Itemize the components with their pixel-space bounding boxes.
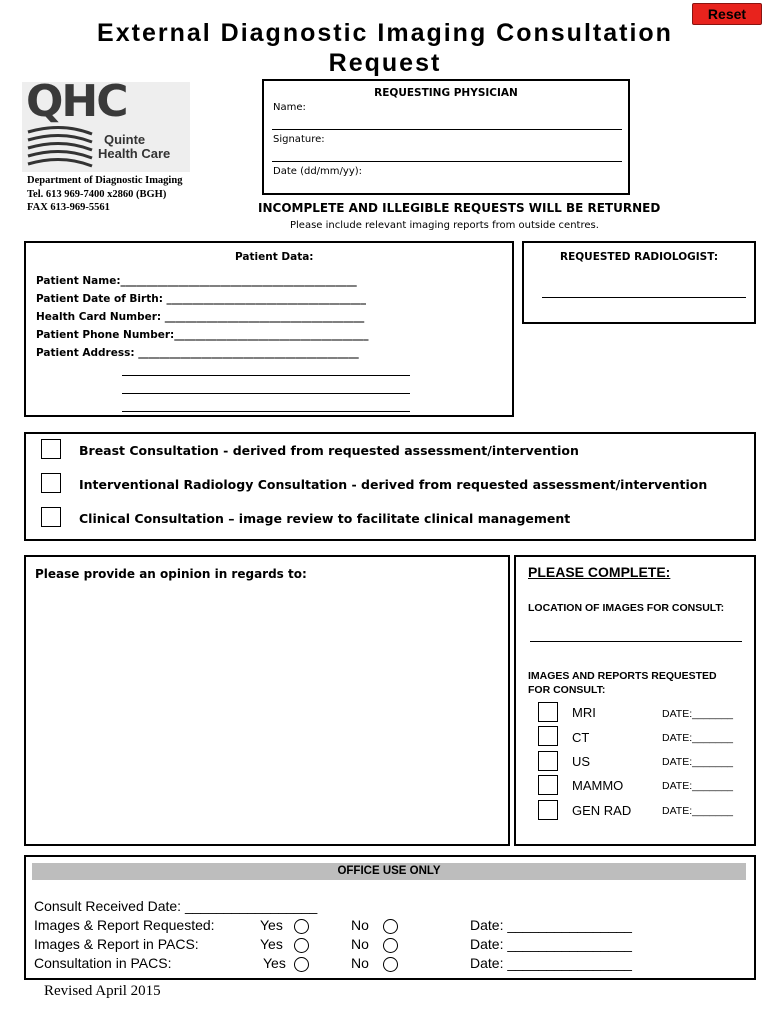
requesting-physician-heading: REQUESTING PHYSICIAN	[374, 87, 518, 99]
office-use-box	[24, 855, 756, 980]
patient-address-line-2[interactable]	[122, 375, 410, 376]
logo-text: QHC	[26, 82, 127, 127]
images-in-pacs-label: Images & Report in PACS:	[34, 936, 199, 952]
patient-address-line-4[interactable]	[122, 411, 410, 412]
gen-rad-date[interactable]: DATE:_______	[662, 805, 734, 817]
department-fax: FAX 613-969-5561	[27, 202, 110, 213]
patient-data-box	[24, 241, 514, 417]
reset-button-label: Reset	[707, 6, 747, 22]
images-in-pacs-no-label: No	[351, 936, 369, 952]
consult-in-pacs-label: Consultation in PACS:	[34, 955, 172, 971]
mammo-label: MAMMO	[572, 778, 624, 793]
logo-sub1: Quinte	[104, 132, 146, 147]
patient-phone-field[interactable]: Patient Phone Number:_____________________________________	[36, 329, 369, 341]
location-of-images-field[interactable]	[530, 641, 742, 642]
images-requested-yes-label: Yes	[260, 917, 283, 933]
breast-consult-label: Breast Consultation - derived from requested assessment/intervention	[79, 443, 579, 458]
images-requested-no-label: No	[351, 917, 369, 933]
ct-checkbox[interactable]	[538, 726, 558, 746]
ct-label: CT	[572, 730, 590, 745]
consult-received-date[interactable]: Consult Received Date: _________________	[34, 898, 318, 914]
images-requested-no-radio[interactable]	[383, 919, 398, 934]
patient-data-heading: Patient Data:	[235, 251, 314, 263]
images-requested-label-1: IMAGES AND REPORTS REQUESTED	[528, 670, 717, 682]
us-label: US	[572, 754, 591, 769]
images-requested-yes-radio[interactable]	[294, 919, 309, 934]
physician-name-field[interactable]	[272, 129, 622, 130]
physician-signature-label: Signature:	[273, 134, 325, 145]
consult-type-box	[24, 432, 756, 541]
gen-rad-checkbox[interactable]	[538, 800, 558, 820]
us-date[interactable]: DATE:_______	[662, 756, 734, 768]
qhc-logo	[22, 82, 190, 172]
requested-radiologist-heading: REQUESTED RADIOLOGIST:	[559, 251, 719, 263]
office-use-heading: OFFICE USE ONLY	[337, 865, 441, 877]
mri-label: MRI	[572, 705, 596, 720]
patient-dob-field[interactable]: Patient Date of Birth: ______________________________________	[36, 293, 367, 305]
physician-signature-field[interactable]	[272, 161, 622, 162]
patient-health-card-field[interactable]: Health Card Number: ______________________________________	[36, 311, 365, 323]
note-text: Please include relevant imaging reports from outside centres.	[290, 220, 599, 231]
requesting-physician-box	[262, 79, 630, 195]
ct-date[interactable]: DATE:_______	[662, 732, 734, 744]
gen-rad-label: GEN RAD	[572, 803, 632, 818]
logo-sub2: Health Care	[98, 146, 171, 161]
mri-checkbox[interactable]	[538, 702, 558, 722]
reset-button[interactable]	[692, 3, 762, 25]
images-in-pacs-yes-radio[interactable]	[294, 938, 309, 953]
patient-name-field[interactable]: Patient Name:_____________________________________________	[36, 275, 357, 287]
interventional-consult-checkbox[interactable]	[41, 473, 61, 493]
images-in-pacs-yes-label: Yes	[260, 936, 283, 952]
breast-consult-checkbox[interactable]	[41, 439, 61, 459]
location-of-images-label: LOCATION OF IMAGES FOR CONSULT:	[528, 602, 725, 614]
clinical-consult-checkbox[interactable]	[41, 507, 61, 527]
consult-in-pacs-yes-label: Yes	[263, 955, 286, 971]
physician-name-label: Name:	[273, 102, 306, 113]
consult-in-pacs-date[interactable]: Date: ________________	[470, 955, 632, 971]
consult-in-pacs-no-radio[interactable]	[383, 957, 398, 972]
consult-in-pacs-yes-radio[interactable]	[294, 957, 309, 972]
clinical-consult-label: Clinical Consultation – image review to facilitate clinical management	[79, 511, 571, 526]
opinion-label: Please provide an opinion in regards to:	[35, 567, 307, 581]
page-title	[70, 18, 700, 78]
office-use-bar	[32, 863, 746, 880]
warning-text: INCOMPLETE AND ILLEGIBLE REQUESTS WILL BE RETURNED	[258, 201, 661, 215]
please-complete-heading: PLEASE COMPLETE:	[528, 564, 671, 580]
us-checkbox[interactable]	[538, 751, 558, 771]
department-info	[27, 174, 182, 215]
revision-footer: Revised April 2015	[44, 983, 161, 999]
images-requested-date[interactable]: Date: ________________	[470, 917, 632, 933]
opinion-box[interactable]	[24, 555, 510, 846]
images-requested-label: Images & Report Requested:	[34, 917, 215, 933]
department-tel: Tel. 613 969-7400 x2860 (BGH)	[27, 188, 167, 200]
images-in-pacs-date[interactable]: Date: ________________	[470, 936, 632, 952]
page-title-line2: Request	[328, 49, 442, 77]
interventional-consult-label: Interventional Radiology Consultation - derived from requested assessment/intervention	[79, 477, 708, 492]
mri-date[interactable]: DATE:_______	[662, 708, 734, 720]
department-name: Department of Diagnostic Imaging	[27, 175, 183, 186]
consult-in-pacs-no-label: No	[351, 955, 369, 971]
images-requested-label-2: FOR CONSULT:	[528, 684, 606, 696]
requested-radiologist-field[interactable]	[542, 297, 746, 298]
mammo-date[interactable]: DATE:_______	[662, 780, 734, 792]
patient-address-line-3[interactable]	[122, 393, 410, 394]
requested-radiologist-box	[522, 241, 756, 324]
physician-date-label: Date (dd/mm/yy):	[273, 166, 363, 177]
mammo-checkbox[interactable]	[538, 775, 558, 795]
images-in-pacs-no-radio[interactable]	[383, 938, 398, 953]
please-complete-box	[514, 555, 756, 846]
patient-address-field[interactable]: Patient Address: __________________________________________	[36, 347, 359, 359]
page-title-line1: External Diagnostic Imaging Consultation	[97, 19, 673, 47]
